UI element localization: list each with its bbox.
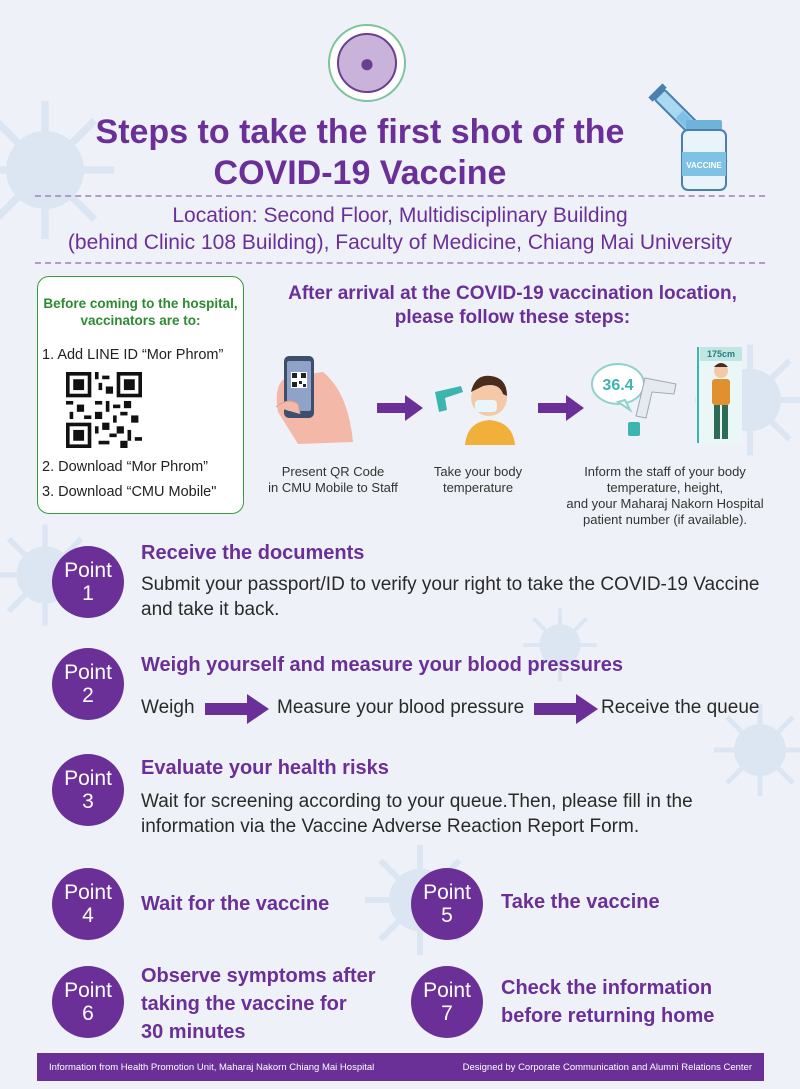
flow-receive-queue: Receive the queue (601, 697, 760, 718)
point-label: Point (64, 767, 112, 790)
text-line: Submit your passport/ID to verify your right to take the COVID-19 Vaccine (141, 574, 760, 595)
point-badge-6 (52, 966, 124, 1038)
point-5-heading: Take the vaccine (501, 891, 660, 913)
point-1-heading: Receive the documents (141, 542, 365, 564)
caption-line: Take your body (433, 464, 523, 479)
point-label: Point (64, 881, 112, 904)
point-number: 1 (82, 582, 94, 605)
arrow-right-icon (534, 694, 598, 724)
title-line-2: COVID-19 Vaccine (213, 154, 507, 192)
arrow-right-icon (205, 694, 269, 724)
point-number: 4 (82, 904, 94, 927)
arrival-title (250, 282, 775, 330)
point-number: 6 (82, 1002, 94, 1025)
point-2-heading: Weigh yourself and measure your blood pressures (141, 654, 623, 676)
caption-line: Present QR Code (281, 464, 385, 479)
location-line-1: Location: Second Floor, Multidisciplinary Building (172, 204, 628, 227)
before-title-line-2: vaccinators are to: (80, 313, 201, 328)
point-label: Point (64, 979, 112, 1002)
step-qr-caption (258, 464, 408, 496)
vaccine-label: VACCINE (686, 161, 722, 170)
point-label: Point (423, 979, 471, 1002)
height-measure-illustration (690, 345, 745, 445)
before-coming-title (38, 295, 243, 329)
before-title-line-1: Before coming to the hospital, (43, 296, 238, 311)
thermometer-reading-illustration (590, 358, 680, 443)
point-badge-7 (411, 966, 483, 1038)
arrow-right-icon (377, 395, 423, 421)
point-4-heading: Wait for the vaccine (141, 893, 330, 915)
point-7-heading (501, 974, 714, 1030)
text-line: and take it back. (141, 599, 280, 620)
footer-source: Information from Health Promotion Unit, Maharaj Nakorn Chiang Mai Hospital (49, 1061, 375, 1073)
university-logo (328, 24, 406, 102)
point-badge-2 (52, 648, 124, 720)
arrival-title-line-2: please follow these steps: (394, 307, 631, 328)
heading-line: 30 minutes (141, 1021, 246, 1043)
point-number: 7 (441, 1002, 453, 1025)
title-line-1: Steps to take the first shot of the (95, 113, 625, 151)
height-reading: 175cm (706, 349, 736, 359)
location (20, 202, 780, 256)
flow-measure-blood-pressure: Measure your blood pressure (277, 697, 525, 718)
point-number: 2 (82, 684, 94, 707)
point-number: 3 (82, 790, 94, 813)
before-step-2: 2. Download “Mor Phrom” (42, 459, 208, 475)
location-line-2: (behind Clinic 108 Building), Faculty of Medicine, Chiang Mai University (67, 231, 733, 254)
point-badge-4 (52, 868, 124, 940)
heading-line: Observe symptoms after (141, 965, 376, 987)
step-inform-caption (555, 464, 775, 528)
heading-line: taking the vaccine for (141, 993, 347, 1015)
divider (35, 195, 765, 197)
point-6-heading (141, 962, 376, 1046)
footer (37, 1053, 764, 1081)
phone-qr-illustration (268, 352, 358, 447)
caption-line: Inform the staff of your body (584, 464, 746, 479)
point-3-text (141, 789, 781, 839)
heading-line: before returning home (501, 1005, 715, 1027)
step-temp-caption (418, 464, 538, 496)
caption-line: and your Maharaj Nakorn Hospital (566, 496, 764, 511)
arrow-right-icon (538, 395, 584, 421)
arrival-title-line-1: After arrival at the COVID-19 vaccination location, (288, 283, 737, 304)
flow-weigh: Weigh (141, 697, 195, 718)
caption-line: in CMU Mobile to Staff (268, 480, 398, 495)
caption-line: patient number (if available). (582, 512, 748, 527)
footer-credit: Designed by Corporate Communication and Alumni Relations Center (462, 1061, 752, 1073)
point-1-text (141, 572, 781, 622)
point-label: Point (64, 661, 112, 684)
heading-line: Check the information (501, 977, 713, 999)
point-badge-3 (52, 754, 124, 826)
vaccine-vial-illustration (640, 80, 750, 195)
point-3-heading: Evaluate your health risks (141, 757, 389, 779)
text-line: information via the Vaccine Adverse Reaction Report Form. (141, 816, 640, 837)
point-label: Point (64, 559, 112, 582)
temperature-check-illustration (433, 370, 523, 445)
point-badge-5 (411, 868, 483, 940)
before-step-1: 1. Add LINE ID “Mor Phrom” (42, 347, 224, 363)
page-title (40, 112, 680, 194)
caption-line: temperature (442, 480, 514, 495)
temperature-reading: 36.4 (602, 377, 634, 394)
before-step-3: 3. Download “CMU Mobile" (42, 484, 217, 500)
line-qr-code[interactable] (66, 372, 142, 448)
point-number: 5 (441, 904, 453, 927)
caption-line: temperature, height, (606, 480, 724, 495)
elephant-emblem-icon: ● (337, 33, 397, 93)
point-badge-1 (52, 546, 124, 618)
divider (35, 262, 765, 264)
point-label: Point (423, 881, 471, 904)
text-line: Wait for screening according to your queue.Then, please fill in the (141, 791, 693, 812)
